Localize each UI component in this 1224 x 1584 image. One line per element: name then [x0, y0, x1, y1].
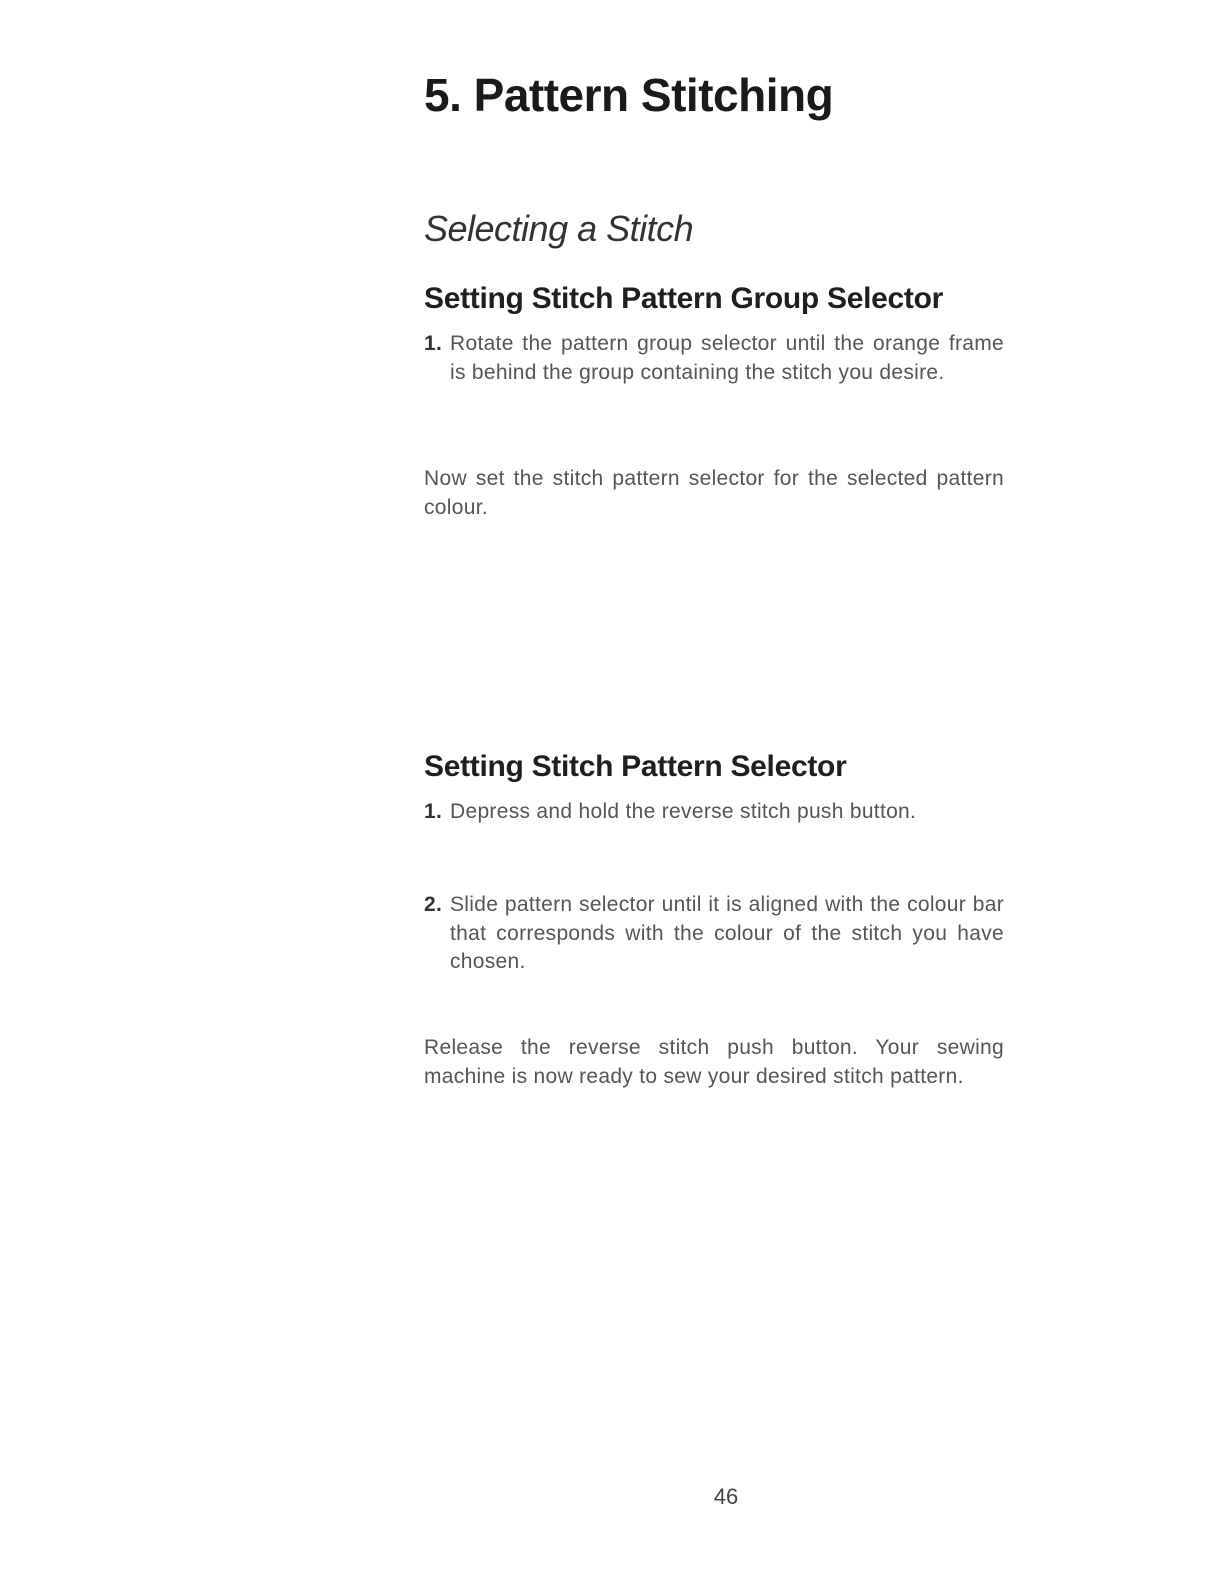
step-number: 1. — [424, 800, 443, 823]
group-selector-step-1 — [424, 330, 1004, 387]
group-selector-heading: Setting Stitch Pattern Group Selector — [424, 282, 943, 315]
step-number: 1. — [424, 332, 443, 355]
step-number: 2. — [424, 893, 443, 916]
page-title: 5. Pattern Stitching — [424, 69, 834, 121]
step-text: Depress and hold the reverse stitch push button. — [450, 800, 917, 823]
pattern-selector-step-1 — [424, 798, 1004, 827]
page-number: 46 — [713, 1484, 739, 1509]
pattern-selector-heading: Setting Stitch Pattern Selector — [424, 750, 847, 783]
section-title: Selecting a Stitch — [424, 208, 694, 249]
pattern-selector-note: Release the reverse stitch push button. Your sewing machine is now ready to sew your desired stitch pattern. — [424, 1036, 1004, 1088]
group-selector-note: Now set the stitch pattern selector for the selected pattern colour. — [424, 467, 1004, 519]
pattern-selector-step-2 — [424, 891, 1004, 977]
step-text: Rotate the pattern group selector until the orange frame is behind the group containing the stitch you desire. — [450, 332, 1004, 384]
step-text: Slide pattern selector until it is aligned with the colour bar that corresponds with the colour of the stitch you have chosen. — [450, 893, 1004, 973]
